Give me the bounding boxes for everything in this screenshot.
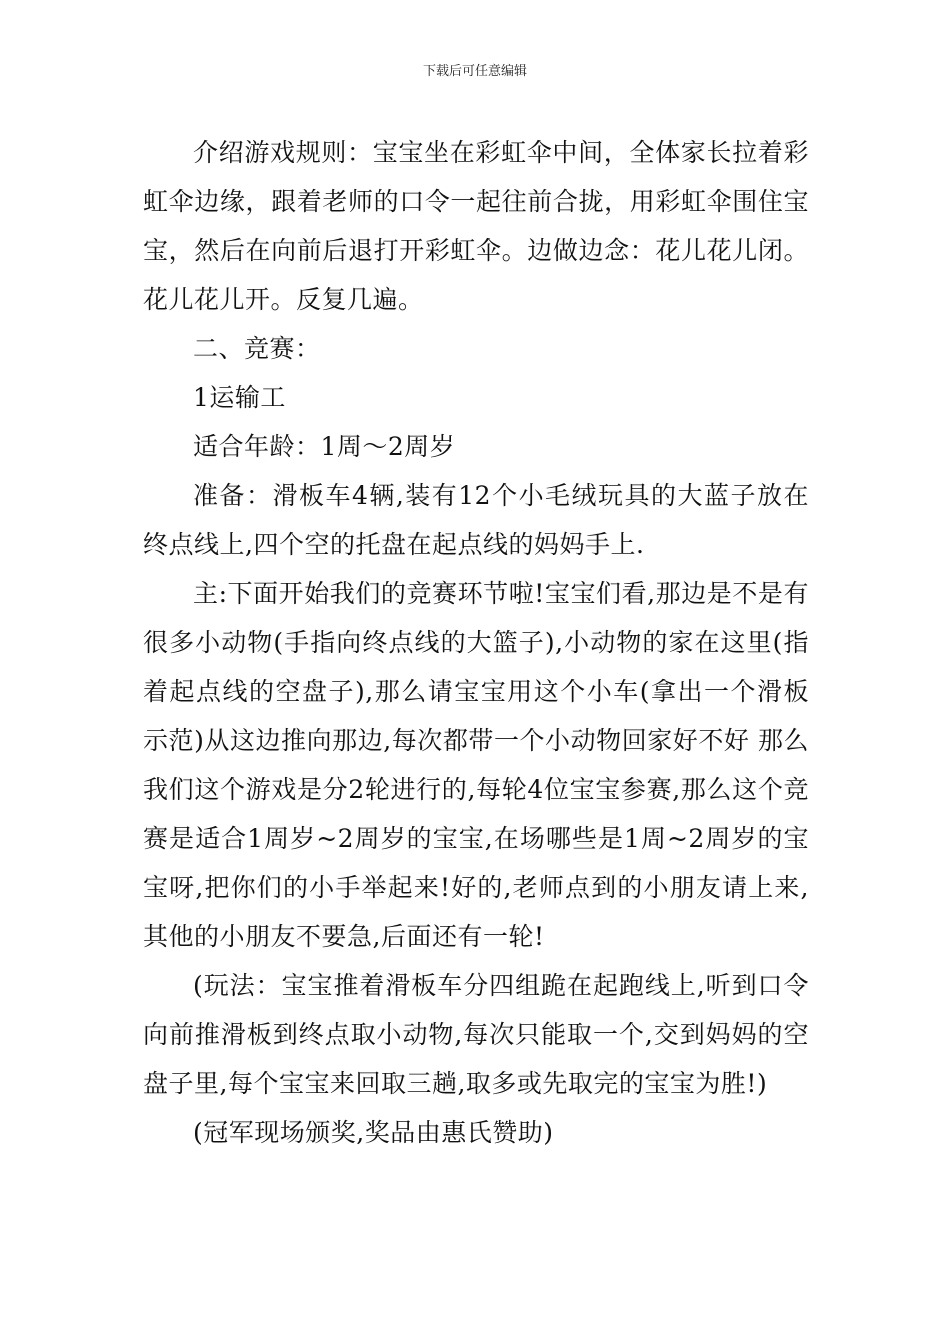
paragraph-game-title: 1运输工 — [193, 383, 286, 412]
paragraph-award-note: (冠军现场颁奖,奖品由惠氏赞助) — [193, 1118, 554, 1147]
paragraph-preparation: 准备：滑板车4辆,装有12个小毛绒玩具的大蓝子放在终点线上,四个空的托盘在起点线的妈妈手上. — [143, 481, 809, 559]
page-header: 下载后可任意编辑 — [422, 64, 527, 79]
paragraph-game-rules: 介绍游戏规则：宝宝坐在彩虹伞中间，全体家长拉着彩虹伞边缘，跟着老师的口令一起往前合拢，用彩虹伞围住宝宝，然后在向前后退打开彩虹伞。边做边念：花儿花儿闭。花儿花儿开。反复几遍。 — [143, 138, 809, 314]
paragraph-how-to-play: (玩法：宝宝推着滑板车分四组跪在起跑线上,听到口令向前推滑板到终点取小动物,每次只能取一个,交到妈妈的空盘子里,每个宝宝来回取三趟,取多或先取完的宝宝为胜!) — [143, 971, 809, 1098]
paragraph-age-range: 适合年龄：1周～2周岁 — [193, 432, 456, 461]
document-body — [143, 128, 809, 1157]
paragraph-host-script: 主:下面开始我们的竞赛环节啦!宝宝们看,那边是不是有很多小动物(手指向终点线的大篮子),小动物的家在这里(指着起点线的空盘子),那么请宝宝用这个小车(拿出一个滑板示范)从这边推向那边,每次都带一个小动物回家好不好 那么我们这个游戏是分2轮进行的,每轮4位宝宝参赛,那么这个竞赛是适合1周岁~2周岁的宝宝,在场哪些是1周~2周岁的宝宝呀,把你们的小手举起来!好的,老师点到的小朋友请上来,其他的小朋友不要急,后面还有一轮! — [143, 579, 809, 951]
paragraph-section-heading: 二、竞赛： — [193, 334, 321, 363]
